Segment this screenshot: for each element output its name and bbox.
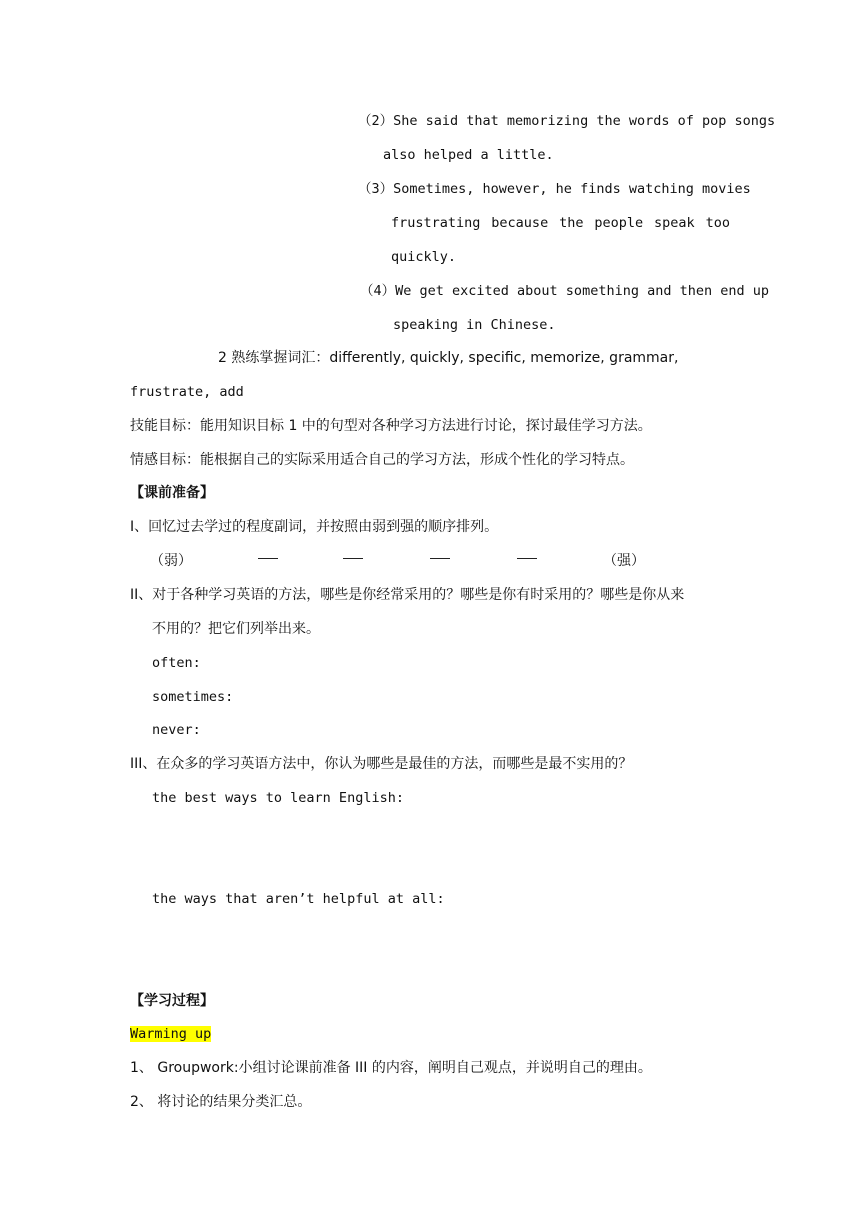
process-step-2: 2、 将讨论的结果分类汇总。: [130, 1094, 312, 1110]
blank-4: [517, 551, 537, 571]
skill-goal: 技能目标：能用知识目标 1 中的句型对各种学习方法进行讨论，探讨最佳学习方法。: [130, 418, 652, 434]
word: too: [705, 215, 730, 231]
process-step-1: 1、 Groupwork:小组讨论课前准备 III 的内容，阐明自己观点，并说明自己的理由。: [130, 1060, 652, 1076]
sentence-3-line-1: （3）Sometimes, however, he finds watching movies: [358, 181, 751, 197]
word: speak: [654, 215, 695, 231]
blank-1: [258, 551, 278, 571]
blank-2: [343, 551, 363, 571]
warmup-label: [130, 1024, 211, 1044]
never-label: never:: [152, 722, 201, 738]
sentence-4-line-1: （4）We get excited about something and then end up: [360, 283, 770, 299]
word: because: [491, 215, 549, 231]
worst-ways-label: the ways that aren’t helpful at all:: [152, 891, 445, 907]
vocab-line-1: 2 熟练掌握词汇：differently, quickly, specific, memorize, grammar,: [218, 350, 679, 366]
word: people: [594, 215, 644, 231]
prep-question-2-line-1: II、对于各种学习英语的方法，哪些是你经常采用的？哪些是你有时采用的？哪些是你从来: [130, 587, 685, 603]
vocab-line-2: frustrate, add: [130, 384, 244, 400]
sometimes-label: sometimes:: [152, 689, 234, 705]
sentence-3-line-3: quickly.: [391, 249, 457, 265]
process-heading: 【学习过程】: [130, 993, 214, 1009]
warmup-highlight: Warming up: [130, 1026, 212, 1042]
sentence-2-line-1: （2）She said that memorizing the words of pop songs: [358, 113, 776, 129]
prep-question-1: I、回忆过去学过的程度副词，并按照由弱到强的顺序排列。: [130, 519, 499, 535]
weak-label: （弱）: [150, 553, 192, 569]
sentence-3-line-2: [391, 213, 730, 233]
blank-3: [430, 551, 450, 571]
often-label: often:: [152, 655, 201, 671]
emotion-goal: 情感目标：能根据自己的实际采用适合自己的学习方法，形成个性化的学习特点。: [130, 452, 634, 468]
sentence-2-line-2: also helped a little.: [383, 147, 554, 163]
word: the: [559, 215, 584, 231]
prep-question-2-line-2: 不用的？把它们列举出来。: [152, 621, 320, 637]
prep-heading: 【课前准备】: [130, 485, 214, 501]
best-ways-label: the best ways to learn English:: [152, 790, 404, 806]
strong-label: （强）: [603, 553, 645, 569]
word: frustrating: [391, 215, 481, 231]
sentence-4-line-2: speaking in Chinese.: [393, 317, 556, 333]
prep-question-3: III、在众多的学习英语方法中，你认为哪些是最佳的方法，而哪些是最不实用的？: [130, 756, 633, 772]
